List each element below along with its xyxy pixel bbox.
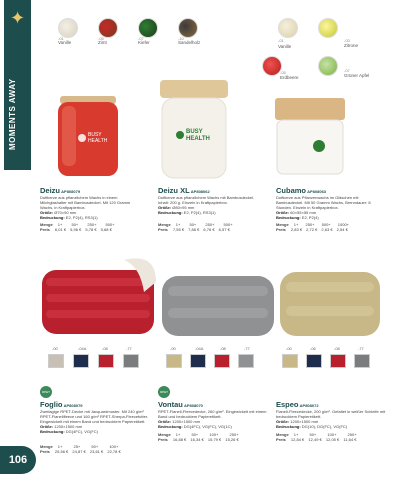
variant-swatch[interactable] — [306, 354, 322, 368]
product-print: DG(10), DG(FC), VG(FC) — [301, 424, 348, 429]
product-title: Foglio — [40, 400, 63, 409]
variant-code: -04A — [195, 346, 204, 351]
qty-cell: 100+ — [327, 432, 337, 437]
qty-cell: 250+ — [87, 222, 97, 227]
qty-label: Menge — [276, 222, 289, 227]
qty-cell: 250+ — [305, 222, 315, 227]
sidebar-label — [8, 130, 17, 150]
product-code: AP808079 — [61, 189, 81, 194]
print-label: Bedruckung: — [276, 424, 301, 429]
vanilla-swatch-icon — [278, 18, 298, 38]
qty-cell: 250+ — [205, 222, 215, 227]
variant-swatch[interactable] — [330, 354, 346, 368]
price-cell: 2,72 € — [306, 227, 318, 232]
product-title: Deizu — [40, 186, 61, 195]
qty-cell: 100+ — [209, 432, 219, 437]
qty-cell: 1000+ — [337, 222, 349, 227]
price-cell: 5,68 € — [100, 227, 112, 232]
swatch-label: Zimt — [98, 40, 107, 45]
variant-code: -08 — [102, 346, 108, 351]
product-print: E2, P2(4) — [301, 215, 319, 220]
swatch-zimt[interactable] — [98, 18, 118, 45]
qty-cell: 100+ — [109, 444, 119, 449]
swatch-code: -01 — [278, 38, 284, 43]
price-cell: 24,87 € — [72, 449, 86, 454]
qty-cell: 500+ — [223, 222, 233, 227]
price-label: Preis — [158, 227, 168, 232]
price-cell: 7,86 € — [188, 227, 200, 232]
variant-code: -08 — [220, 346, 226, 351]
candle-deizu-image — [58, 90, 118, 180]
variant-code: -08 — [334, 346, 340, 351]
price-label: Preis — [276, 437, 286, 442]
sidebar — [0, 0, 33, 480]
compass-star-icon: ✦ — [9, 8, 26, 28]
sandalwood-swatch-icon — [178, 18, 198, 38]
product-description: Flanell-Fleecedecke, 200 g/m². Gefaltet in weißer Schleife mit bedrucktem Papieretikett. — [276, 409, 386, 419]
product-print: E2, P2(4), RS3(1) — [183, 210, 216, 215]
price-cell: 2,63 € — [321, 227, 333, 232]
candle-deizu-xl-image — [160, 80, 228, 180]
product-size: 60×55×55 mm — [290, 210, 317, 215]
variant-swatch[interactable] — [73, 354, 89, 368]
swatch-sandelholz[interactable] — [178, 18, 201, 45]
print-label: Bedruckung: — [276, 215, 301, 220]
rpet-badge-icon: RPET — [158, 386, 170, 398]
variant-swatch[interactable] — [98, 354, 114, 368]
product-size: Ø70×90 mm — [54, 210, 77, 215]
swatch-code: -03 — [344, 38, 350, 43]
price-table-vontau — [158, 432, 239, 442]
product-description: Duftkerze aus pflanzlichem Wachs in einem Milchglashalter mit Bambusdeckel. Mit 120 Gramm Wachs, in Kraftpapierbox. — [40, 195, 131, 210]
price-cell: 15,26 € — [225, 437, 239, 442]
size-label: Größe: — [276, 419, 290, 424]
qty-cell: 50+ — [91, 444, 99, 449]
variant-code: -00 — [170, 346, 176, 351]
qty-label: Menge — [158, 222, 171, 227]
qty-cell: 250+ — [347, 432, 357, 437]
candle-brand-text: BUSY — [88, 132, 102, 138]
swatch-label: Sandelholz — [178, 40, 201, 45]
price-cell: 2,83 € — [290, 227, 303, 232]
price-label: Preis — [40, 449, 50, 454]
qty-cell: 1+ — [293, 222, 299, 227]
price-cell: 7,55 € — [172, 227, 185, 232]
product-code: AP808072 — [299, 403, 319, 408]
qty-cell: 50+ — [189, 222, 197, 227]
product-code: AP808079 — [63, 403, 83, 408]
price-cell: 16,34 € — [190, 437, 204, 442]
price-cell: 12,49 € — [308, 437, 322, 442]
product-foglio — [40, 400, 152, 434]
product-size: 1200×1500 mm — [54, 424, 83, 429]
product-size: 1200×1500 mm — [290, 419, 319, 424]
swatch-code: -10 — [178, 36, 184, 41]
size-label: Größe: — [158, 419, 172, 424]
product-size: 1200×1500 mm — [172, 419, 201, 424]
lemon-swatch-icon — [318, 18, 338, 38]
price-cell: 25,56 € — [54, 449, 69, 454]
variant-swatch[interactable] — [190, 354, 206, 368]
blanket-foglio-image — [40, 252, 158, 340]
candle-brand-text: HEALTH — [88, 138, 108, 144]
price-label: Preis — [158, 437, 168, 442]
price-cell: 12,05 € — [325, 437, 340, 442]
price-cell: 5,78 € — [85, 227, 97, 232]
strawberry-swatch-icon — [262, 56, 282, 76]
swatch-label: Zitrone — [344, 43, 359, 48]
price-cell: 5,96 € — [70, 227, 82, 232]
qty-cell: 50+ — [71, 222, 79, 227]
print-label: Bedruckung: — [40, 215, 65, 220]
swatch-label: Vanille — [58, 40, 72, 45]
product-description: RPET-Flanell-Fleecedecke, 260 g/m². Eingewickelt mit einem Band und bedrucktem Papieretikett. — [158, 409, 267, 419]
swatch-label: Erdbeere — [280, 75, 299, 80]
swatch-code: -07 — [344, 68, 350, 73]
qty-cell: 1+ — [57, 222, 63, 227]
swatch-zitrone[interactable] — [318, 18, 359, 48]
price-cell: 2,54 € — [336, 227, 348, 232]
qty-label: Menge — [276, 432, 289, 437]
print-label: Bedruckung: — [40, 429, 65, 434]
variant-swatch[interactable] — [123, 354, 139, 368]
product-print: DG(4FC), VG(FC) — [65, 429, 99, 434]
variant-swatch[interactable] — [166, 354, 182, 368]
product-title: Espeo — [276, 400, 299, 409]
price-cell: 22,78 € — [107, 449, 121, 454]
price-label: Preis — [276, 227, 286, 232]
price-cell: 6,01 € — [54, 227, 67, 232]
product-print: E2, P2(4), RS3(1) — [65, 215, 98, 220]
candle-brand-text: BUSY — [186, 129, 203, 135]
product-size: Ø80×95 mm — [172, 205, 195, 210]
product-code: AP808070 — [183, 403, 203, 408]
product-title: Vontau — [158, 400, 183, 409]
variant-code: -77 — [244, 346, 250, 351]
variant-swatch[interactable] — [214, 354, 230, 368]
candle-brand-text: HEALTH — [186, 136, 210, 142]
variant-code: -06 — [310, 346, 316, 351]
blanket-vontau-image — [160, 270, 276, 340]
size-label: Größe: — [40, 210, 54, 215]
qty-cell: 50+ — [309, 432, 317, 437]
price-cell: 16,88 € — [172, 437, 187, 442]
page-number: 106 — [0, 446, 36, 474]
variant-swatch[interactable] — [238, 354, 254, 368]
price-cell: 11,64 € — [343, 437, 357, 442]
qty-cell: 1+ — [57, 444, 63, 449]
pine-swatch-icon — [138, 18, 158, 38]
swatch-code: -07 — [138, 36, 144, 41]
rpet-badge-icon: RPET — [40, 386, 52, 398]
product-deizu — [40, 186, 140, 220]
product-cubamo — [276, 186, 376, 220]
price-cell: 23,61 € — [89, 449, 104, 454]
price-cell: 12,84 € — [290, 437, 305, 442]
variant-swatch[interactable] — [48, 354, 64, 368]
price-table-espeo — [276, 432, 357, 442]
candle-cubamo-image — [275, 98, 345, 178]
product-vontau — [158, 400, 270, 429]
qty-cell: 25+ — [73, 444, 81, 449]
price-table-cubamo — [276, 222, 349, 232]
size-label: Größe: — [40, 424, 54, 429]
product-deizu-xl — [158, 186, 258, 215]
price-cell: 6,76 € — [203, 227, 215, 232]
green-apple-swatch-icon — [318, 56, 338, 76]
swatch-erdbeere[interactable] — [262, 56, 299, 80]
print-label: Bedruckung: — [158, 424, 183, 429]
variant-code: -77 — [358, 346, 364, 351]
size-label: Größe: — [276, 210, 290, 215]
cinnamon-swatch-icon — [98, 18, 118, 38]
size-label: Größe: — [158, 205, 172, 210]
product-description: Duftkerze aus Pflanzenwachs im Gläschen mit Bambusdeckel. Mit 50 Gramm Wachs, Brenndauer: 8 Stunden. Einzeln in Kraftpapierbox. — [276, 195, 371, 210]
variant-swatch[interactable] — [282, 354, 298, 368]
blanket-espeo-image — [278, 266, 382, 340]
qty-cell: 250+ — [229, 432, 239, 437]
qty-cell: 1+ — [293, 432, 299, 437]
swatch-kiefer[interactable] — [138, 18, 158, 45]
qty-label: Menge — [40, 222, 53, 227]
product-code: AP808062 — [190, 189, 210, 194]
vanilla-swatch-icon — [58, 18, 78, 38]
swatch-label: Vanille — [278, 44, 292, 49]
variant-code: -00 — [286, 346, 292, 351]
price-table-deizu-xl — [158, 222, 233, 232]
product-description: Zweilagige RPET-Decke mit Jacquardmuster. Mit 240 g/m² RPET-Flanellfleece und 160 g/m² RPET-Sherpa-Fleecefutter. Eingewickelt mit einem Band und bedrucktem Papieretikett. — [40, 409, 149, 424]
product-espeo — [276, 400, 386, 429]
variant-swatch[interactable] — [354, 354, 370, 368]
qty-cell: 500+ — [321, 222, 331, 227]
variant-code: -77 — [126, 346, 132, 351]
swatch-vanille[interactable] — [58, 18, 78, 45]
product-code: AP808063 — [307, 189, 327, 194]
price-table-foglio — [40, 444, 121, 454]
product-title: Deizu XL — [158, 186, 190, 195]
qty-cell: 1+ — [175, 432, 181, 437]
variant-code: -00 — [52, 346, 58, 351]
price-table-deizu — [40, 222, 115, 232]
qty-label: Menge — [40, 444, 53, 449]
qty-cell: 500+ — [105, 222, 115, 227]
qty-cell: 50+ — [191, 432, 199, 437]
swatch-gruener-apfel[interactable] — [318, 56, 370, 78]
swatch-code: -05 — [98, 36, 104, 41]
swatch-code: -01 — [58, 36, 64, 41]
price-cell: 6,57 € — [218, 227, 230, 232]
swatch-code: -05 — [280, 70, 286, 75]
price-label: Preis — [40, 227, 50, 232]
swatch-vanille-r[interactable] — [278, 18, 298, 49]
product-title: Cubamo — [276, 186, 306, 195]
variant-code: -04A — [78, 346, 87, 351]
product-description: Duftkerze aus pflanzlichem Wachs mit Bambusdeckel. Inhalt: 200 g. Einzeln in Kraftpapierbox. — [158, 195, 255, 205]
qty-cell: 1+ — [175, 222, 181, 227]
qty-label: Menge — [158, 432, 171, 437]
product-print: DG(4FC), VG(FC), VG(1C) — [183, 424, 232, 429]
swatch-label: Grüner Apfel — [344, 73, 370, 78]
price-cell: 15,79 € — [207, 437, 222, 442]
swatch-label: Kiefer — [138, 40, 150, 45]
print-label: Bedruckung: — [158, 210, 183, 215]
